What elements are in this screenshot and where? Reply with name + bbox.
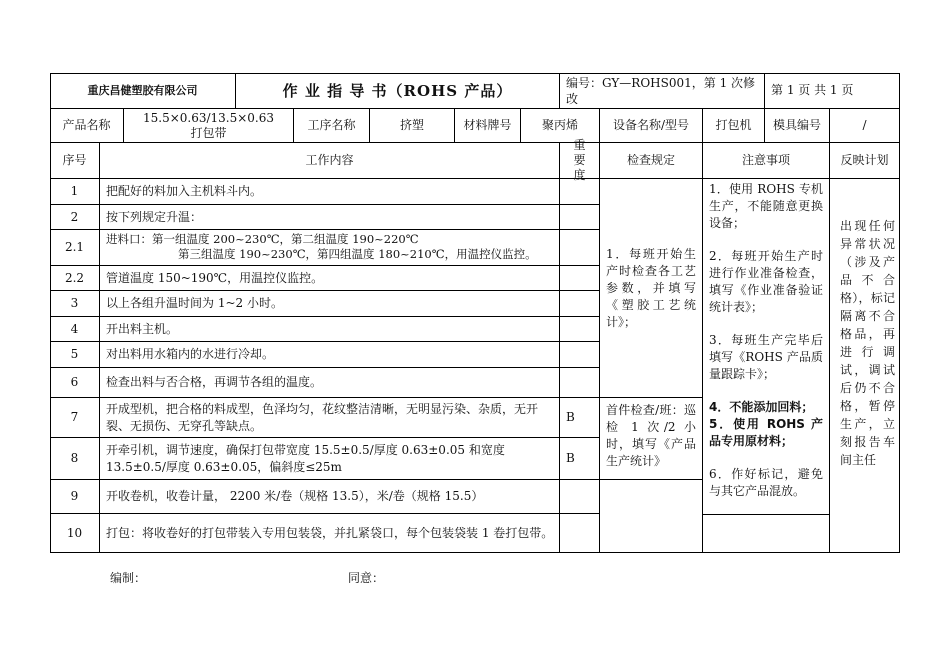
reaction-plan-text: 出现任何异常状况（涉及产品不合格），标记隔离不合格品，再进行调试，调试后仍不合格，暂停生产，立刻报告车间主任 xyxy=(840,219,895,467)
col-header-reaction: 反映计划 xyxy=(830,143,900,179)
note-item: 5．使用 ROHS 产品专用原材料； xyxy=(709,417,823,448)
row-content: 开出料主机。 xyxy=(100,317,560,342)
row-importance xyxy=(560,266,600,291)
check-rules-top: 1．每班开始生产时检查各工艺参数，并填写《塑胶工艺统计》； xyxy=(600,179,703,398)
material-grade-value: 聚丙烯 xyxy=(521,109,600,143)
row-content: 把配好的料加入主机料斗内。 xyxy=(100,179,560,205)
row-content: 开成型机，把合格的料成型，色泽均匀，花纹整洁清晰，无明显污染、杂质，无开裂、无损伤、无穿孔等缺点。 xyxy=(100,398,560,438)
row-content-line: 第三组温度 190~230℃，第四组温度 180~210℃，用温控仪监控。 xyxy=(178,247,537,261)
note-item: 1．使用 ROHS 专机生产，不能随意更换设备； xyxy=(709,182,823,230)
row-content: 管道温度 150~190℃，用温控仪监控。 xyxy=(100,266,560,291)
process-name-value: 挤塑 xyxy=(370,109,455,143)
mold-number-value: / xyxy=(830,109,900,143)
row-number: 10 xyxy=(50,514,100,553)
row-number: 4 xyxy=(50,317,100,342)
col-header-importance: 重要度 xyxy=(560,143,600,179)
company-name: 重庆昌健塑胶有限公司 xyxy=(50,73,236,109)
row-content: 对出料用水箱内的水进行冷却。 xyxy=(100,342,560,368)
row-number: 6 xyxy=(50,368,100,398)
note-item: 4．不能添加回料； xyxy=(709,400,814,414)
check-rules-empty xyxy=(600,480,703,553)
row-importance xyxy=(560,514,600,553)
row-number: 9 xyxy=(50,480,100,514)
row-number: 1 xyxy=(50,179,100,205)
notes-column xyxy=(703,179,830,515)
approve-label: 同意： xyxy=(348,571,385,585)
row-content-line: 进料口：第一组温度 200~230℃，第二组温度 190~220℃ xyxy=(106,232,419,246)
process-name-label: 工序名称 xyxy=(294,109,370,143)
row-importance xyxy=(560,368,600,398)
check-rules-inspection: 首件检查/班：巡检 1 次/2 小时，填写《产品生产统计》 xyxy=(600,398,703,480)
product-name-value: 15.5×0.63/13.5×0.63 打包带 xyxy=(124,109,294,143)
row-content: 检查出料与否合格，再调节各组的温度。 xyxy=(100,368,560,398)
row-number: 5 xyxy=(50,342,100,368)
row-content: 开收卷机，收卷计量， 2200 米/卷（规格 13.5），米/卷（规格 15.5） xyxy=(100,480,560,514)
row-importance xyxy=(560,317,600,342)
row-importance xyxy=(560,291,600,317)
row-importance xyxy=(560,205,600,230)
col-header-content: 工作内容 xyxy=(100,143,560,179)
note-item: 2．每班开始生产时进行作业准备检查，填写《作业准备验证统计表》； xyxy=(709,249,823,314)
equipment-label: 设备名称/型号 xyxy=(600,109,703,143)
row-content: 按下列规定升温： xyxy=(100,205,560,230)
row-number: 8 xyxy=(50,438,100,480)
document-number: 编号：GY—ROHS001，第 1 次修改 xyxy=(560,73,765,109)
reaction-plan xyxy=(830,179,900,553)
row-importance xyxy=(560,342,600,368)
document-title: 作 业 指 导 书（ROHS 产品） xyxy=(236,73,560,109)
col-header-notes: 注意事项 xyxy=(703,143,830,179)
row-number: 3 xyxy=(50,291,100,317)
col-header-check: 检查规定 xyxy=(600,143,703,179)
note-item: 3．每班生产完毕后填写《ROHS 产品质量跟踪卡》； xyxy=(709,333,823,381)
row-content xyxy=(100,230,560,266)
product-name-label: 产品名称 xyxy=(50,109,124,143)
row-importance: B xyxy=(560,398,600,438)
editor-label: 编制： xyxy=(110,571,147,585)
row-number: 2.1 xyxy=(50,230,100,266)
col-header-no: 序号 xyxy=(50,143,100,179)
note-item: 6．作好标记，避免与其它产品混放。 xyxy=(709,467,823,498)
row-importance xyxy=(560,179,600,205)
notes-empty xyxy=(703,515,830,553)
row-content: 打包：将收卷好的打包带装入专用包装袋，并扎紧袋口，每个包装袋装 1 卷打包带。 xyxy=(100,514,560,553)
mold-number-label: 模具编号 xyxy=(765,109,830,143)
row-number: 7 xyxy=(50,398,100,438)
row-importance xyxy=(560,230,600,266)
equipment-value: 打包机 xyxy=(703,109,765,143)
page-indicator: 第 1 页 共 1 页 xyxy=(765,73,900,109)
row-content: 以上各组升温时间为 1~2 小时。 xyxy=(100,291,560,317)
material-grade-label: 材料牌号 xyxy=(455,109,521,143)
row-number: 2 xyxy=(50,205,100,230)
row-importance xyxy=(560,480,600,514)
row-number: 2.2 xyxy=(50,266,100,291)
row-content: 开牵引机，调节速度，确保打包带宽度 15.5±0.5/厚度 0.63±0.05 和宽度 13.5±0.5/厚度 0.63±0.05，偏斜度≤25m xyxy=(100,438,560,480)
row-importance: B xyxy=(560,438,600,480)
